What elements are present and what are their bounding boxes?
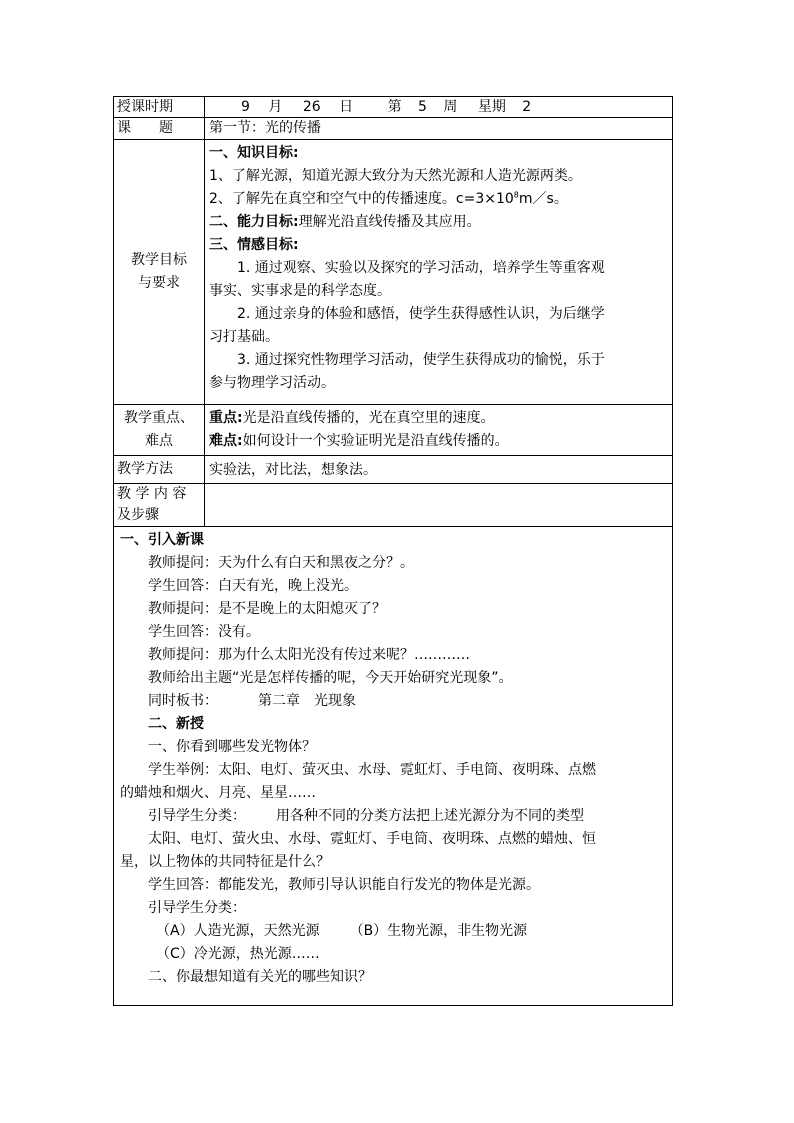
body-line: 学生回答：没有。	[148, 624, 260, 640]
classify-line	[120, 805, 666, 828]
date-row	[114, 97, 672, 118]
category-line	[120, 920, 666, 943]
goals-content	[205, 140, 672, 404]
category-b: （B）生物光源，非生物光源	[349, 923, 528, 939]
difficult-point-label: 难点:	[209, 433, 243, 449]
key-point-label: 重点:	[209, 410, 243, 426]
emotion-goal-3a: 3. 通过探究性物理学习活动，使学生获得成功的愉悦，乐于	[237, 352, 605, 368]
topic-row	[114, 118, 672, 140]
key-point-text: 光是沿直线传播的，光在真空里的速度。	[242, 410, 495, 426]
classify-text: 用各种不同的分类方法把上述光源分为不同的类型	[276, 808, 584, 824]
board-writing-label: 同时板书：	[148, 693, 218, 709]
knowledge-goal-2	[209, 188, 668, 211]
lesson-body	[114, 527, 672, 1005]
ability-goal	[209, 211, 668, 234]
focus-content	[205, 405, 672, 455]
method-label	[114, 456, 205, 483]
body-line: 星，以上物体的共同特征是什么？	[120, 854, 330, 870]
goals-row	[114, 140, 672, 405]
ability-goal-text: 理解光沿直线传播及其应用。	[298, 214, 481, 230]
method-row	[114, 456, 672, 484]
date-value	[205, 97, 672, 117]
content-label	[114, 484, 205, 526]
lesson-plan-table	[113, 96, 673, 1006]
week-char: 周	[443, 99, 458, 115]
classify-label: 引导学生分类：	[148, 808, 246, 824]
date-label	[114, 97, 205, 117]
emotion-goal-3b: 参与物理学习活动。	[209, 375, 335, 391]
board-writing-line	[120, 690, 666, 713]
goals-label-line1: 教学目标	[131, 252, 187, 268]
emotion-goal-1a: 1. 通过观察、实验以及探究的学习活动，培养学生等重客观	[237, 260, 605, 276]
category-a: （A）人造光源，天然光源	[156, 923, 320, 939]
difficult-point-text: 如何设计一个实验证明光是沿直线传播的。	[242, 433, 509, 449]
method-value: 实验法，对比法，想象法。	[209, 462, 377, 478]
content-label-line2: 及步骤	[117, 507, 159, 523]
lesson-body-row	[114, 527, 672, 1005]
week-prefix: 第	[387, 99, 402, 115]
week-number: 5	[418, 99, 427, 115]
content-value	[205, 484, 672, 526]
body-line: 二、你最想知道有关光的哪些知识？	[148, 969, 372, 985]
body-line: 太阳、电灯、萤火虫、水母、霓虹灯、手电筒、夜明珠、点燃的蜡烛、恒	[148, 831, 596, 847]
focus-label	[114, 405, 205, 455]
knowledge-goals-heading: 一、知识目标:	[209, 145, 299, 161]
ability-goals-heading: 二、能力目标:	[209, 214, 299, 230]
body-line: 教师提问：是不是晚上的太阳熄灭了？	[148, 601, 386, 617]
topic-label-text: 课 题	[117, 120, 173, 136]
focus-label-line1: 教学重点、	[124, 410, 194, 426]
goals-label	[114, 140, 205, 404]
month-number: 9	[241, 99, 250, 115]
weekday-number: 2	[522, 99, 532, 115]
goals-label-line2: 与要求	[138, 275, 180, 291]
day-number: 26	[302, 99, 321, 115]
knowledge-goal-1: 1、了解光源，知道光源大致分为天然光源和人造光源两类。	[209, 168, 582, 184]
emotion-goal-2a: 2. 通过亲身的体验和感悟，使学生获得感性认识，为后继学	[237, 306, 605, 322]
knowledge-goal-2-post: m／s。	[518, 191, 568, 207]
body-line: 的蜡烛和烟火、月亮、星星……	[120, 785, 316, 801]
body-line: 教师提问：那为什么太阳光没有传过来呢？…………	[148, 647, 470, 663]
focus-row	[114, 405, 672, 456]
body-line: 一、你看到哪些发光物体？	[148, 739, 316, 755]
emotion-goals-heading: 三、情感目标:	[209, 237, 299, 253]
knowledge-goal-2-exponent: 8	[513, 190, 519, 200]
body-line: 学生回答：白天有光，晚上没光。	[148, 578, 358, 594]
category-c: （C）冷光源，热光源……	[156, 946, 320, 962]
weekday-label: 星期	[477, 99, 506, 115]
difficult-point	[209, 430, 668, 453]
section-intro-heading: 一、引入新课	[120, 532, 204, 548]
body-line: 学生回答：都能发光，教师引导认识能自行发光的物体是光源。	[148, 877, 540, 893]
content-label-line1: 教 学 内 容	[117, 486, 187, 502]
body-line: 引导学生分类：	[148, 900, 246, 916]
content-row	[114, 484, 672, 527]
topic-label	[114, 118, 205, 139]
day-char: 日	[339, 99, 354, 115]
body-line: 教师给出主题“光是怎样传播的呢，今天开始研究光现象”。	[148, 670, 513, 686]
body-line: 教师提问：天为什么有白天和黑夜之分？。	[148, 555, 414, 571]
knowledge-goal-2-pre: 2、了解先在真空和空气中的传播速度。c=3×10	[209, 191, 514, 207]
emotion-goal-2b: 习打基础。	[209, 329, 279, 345]
body-line: 学生举例：太阳、电灯、萤灭虫、水母、霓虹灯、手电筒、夜明珠、点燃	[148, 762, 596, 778]
key-point	[209, 407, 668, 430]
focus-label-line2: 难点	[145, 433, 173, 449]
method-label-text: 教学方法	[117, 461, 173, 477]
month-char: 月	[268, 99, 283, 115]
topic-value: 第一节：光的传播	[209, 120, 321, 136]
section-new-heading: 二、新授	[148, 716, 204, 732]
date-label-text: 授课时期	[117, 98, 173, 115]
board-writing-title: 第二章 光现象	[258, 693, 356, 709]
emotion-goal-1b: 事实、实事求是的科学态度。	[209, 283, 391, 299]
